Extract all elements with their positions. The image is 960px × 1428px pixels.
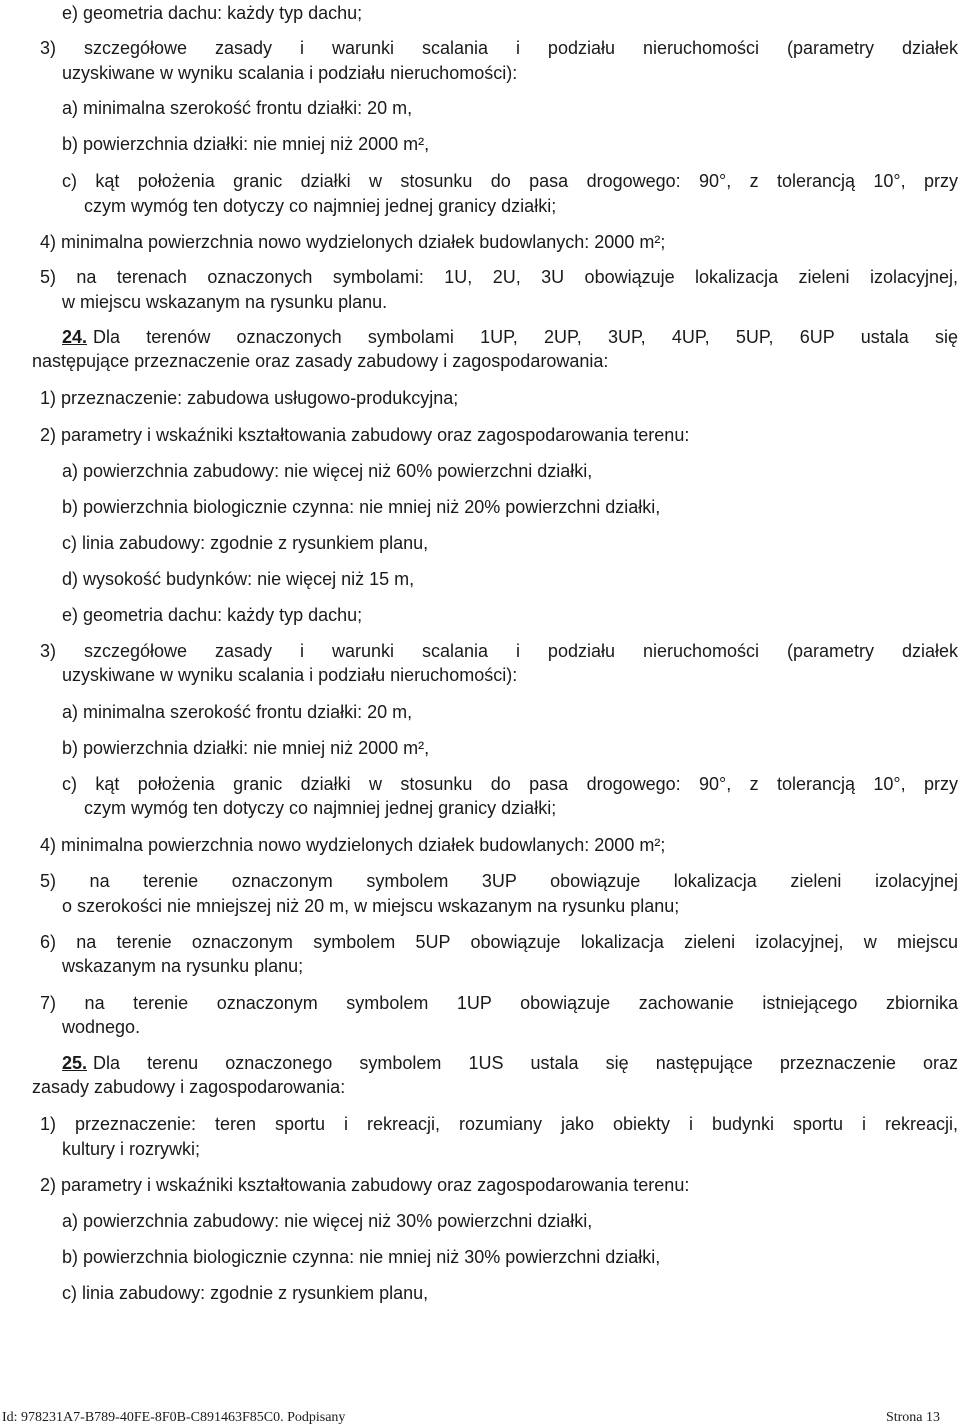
paragraph-line: c) kąt położenia granic działki w stosunku do pasa drogowego: 90°, z tolerancją 10°, przy [62, 774, 958, 794]
paragraph-line: czym wymóg ten dotyczy co najmniej jednej granicy działki; [84, 798, 557, 818]
paragraph-line: 2) parametry i wskaźniki kształtowania zabudowy oraz zagospodarowania terenu: [40, 1175, 690, 1195]
paragraph-line: wodnego. [62, 1017, 141, 1037]
paragraph-line: b) powierzchnia biologicznie czynna: nie mniej niż 20% powierzchni działki, [62, 497, 661, 517]
paragraph-line: następujące przeznaczenie oraz zasady zabudowy i zagospodarowania: [32, 351, 609, 371]
document-id: Id: 978231A7-B789-40FE-8F0B-C891463F85C0. Podpisany [2, 1410, 346, 1425]
paragraph-line: czym wymóg ten dotyczy co najmniej jednej granicy działki; [84, 196, 557, 216]
paragraph-line: kultury i rozrywki; [62, 1139, 201, 1159]
paragraph-line: Dla terenów oznaczonych symbolami 1UP, 2UP, 3UP, 4UP, 5UP, 6UP ustala się [93, 327, 958, 347]
paragraph-line: 3) szczegółowe zasady i warunki scalania i podziału nieruchomości (parametry działek [40, 641, 958, 661]
paragraph-line: uzyskiwane w wyniku scalania i podziału nieruchomości): [62, 63, 518, 83]
section-number: 25. [62, 1053, 88, 1073]
paragraph-line: 4) minimalna powierzchnia nowo wydzielonych działek budowlanych: 2000 m²; [40, 835, 666, 855]
paragraph-line: c) linia zabudowy: zgodnie z rysunkiem planu, [62, 1283, 429, 1303]
paragraph-line: 7) na terenie oznaczonym symbolem 1UP obowiązuje zachowanie istniejącego zbiornika [40, 993, 958, 1013]
paragraph-line: d) wysokość budynków: nie więcej niż 15 m, [62, 569, 415, 589]
paragraph-line: 2) parametry i wskaźniki kształtowania zabudowy oraz zagospodarowania terenu: [40, 425, 690, 445]
paragraph-line: 1) przeznaczenie: zabudowa usługowo-produkcyjna; [40, 388, 459, 408]
paragraph-line: e) geometria dachu: każdy typ dachu; [62, 605, 363, 625]
paragraph-line: 3) szczegółowe zasady i warunki scalania i podziału nieruchomości (parametry działek [40, 38, 958, 58]
paragraph-line: 5) na terenie oznaczonym symbolem 3UP obowiązuje lokalizacja zieleni izolacyjnej [40, 871, 958, 891]
paragraph-line: c) kąt położenia granic działki w stosunku do pasa drogowego: 90°, z tolerancją 10°, przy [62, 171, 958, 191]
paragraph-line: 4) minimalna powierzchnia nowo wydzielonych działek budowlanych: 2000 m²; [40, 232, 666, 252]
paragraph-line: wskazanym na rysunku planu; [62, 956, 304, 976]
section-number: 24. [62, 327, 88, 347]
paragraph-line: uzyskiwane w wyniku scalania i podziału nieruchomości): [62, 665, 518, 685]
paragraph-line: c) linia zabudowy: zgodnie z rysunkiem planu, [62, 533, 429, 553]
paragraph-line: zasady zabudowy i zagospodarowania: [32, 1077, 346, 1097]
paragraph-line: b) powierzchnia działki: nie mniej niż 2000 m², [62, 738, 430, 758]
section-heading-25 [62, 1052, 958, 1074]
paragraph-line: b) powierzchnia biologicznie czynna: nie mniej niż 30% powierzchni działki, [62, 1247, 661, 1267]
paragraph-line: 1) przeznaczenie: teren sportu i rekreacji, rozumiany jako obiekty i budynki sportu i rekreacji, [40, 1114, 958, 1134]
paragraph-line: w miejscu wskazanym na rysunku planu. [62, 292, 388, 312]
paragraph-line: o szerokości nie mniejszej niż 20 m, w miejscu wskazanym na rysunku planu; [62, 896, 680, 916]
section-heading-24 [62, 326, 958, 348]
paragraph-line: 6) na terenie oznaczonym symbolem 5UP obowiązuje lokalizacja zieleni izolacyjnej, w miejscu [40, 932, 958, 952]
paragraph-line: b) powierzchnia działki: nie mniej niż 2000 m², [62, 134, 430, 154]
paragraph-line: a) powierzchnia zabudowy: nie więcej niż 30% powierzchni działki, [62, 1211, 593, 1231]
paragraph-line: 5) na terenach oznaczonych symbolami: 1U, 2U, 3U obowiązuje lokalizacja zieleni izolacyjnej, [40, 267, 958, 287]
paragraph-line: e) geometria dachu: każdy typ dachu; [62, 3, 363, 23]
paragraph-line: a) powierzchnia zabudowy: nie więcej niż 60% powierzchni działki, [62, 461, 593, 481]
paragraph-line: a) minimalna szerokość frontu działki: 20 m, [62, 702, 413, 722]
paragraph-line: a) minimalna szerokość frontu działki: 20 m, [62, 98, 413, 118]
page-footer [0, 1408, 960, 1428]
paragraph-line: Dla terenu oznaczonego symbolem 1US ustala się następujące przeznaczenie oraz [93, 1053, 958, 1073]
page-number: Strona 13 [885, 1410, 940, 1425]
